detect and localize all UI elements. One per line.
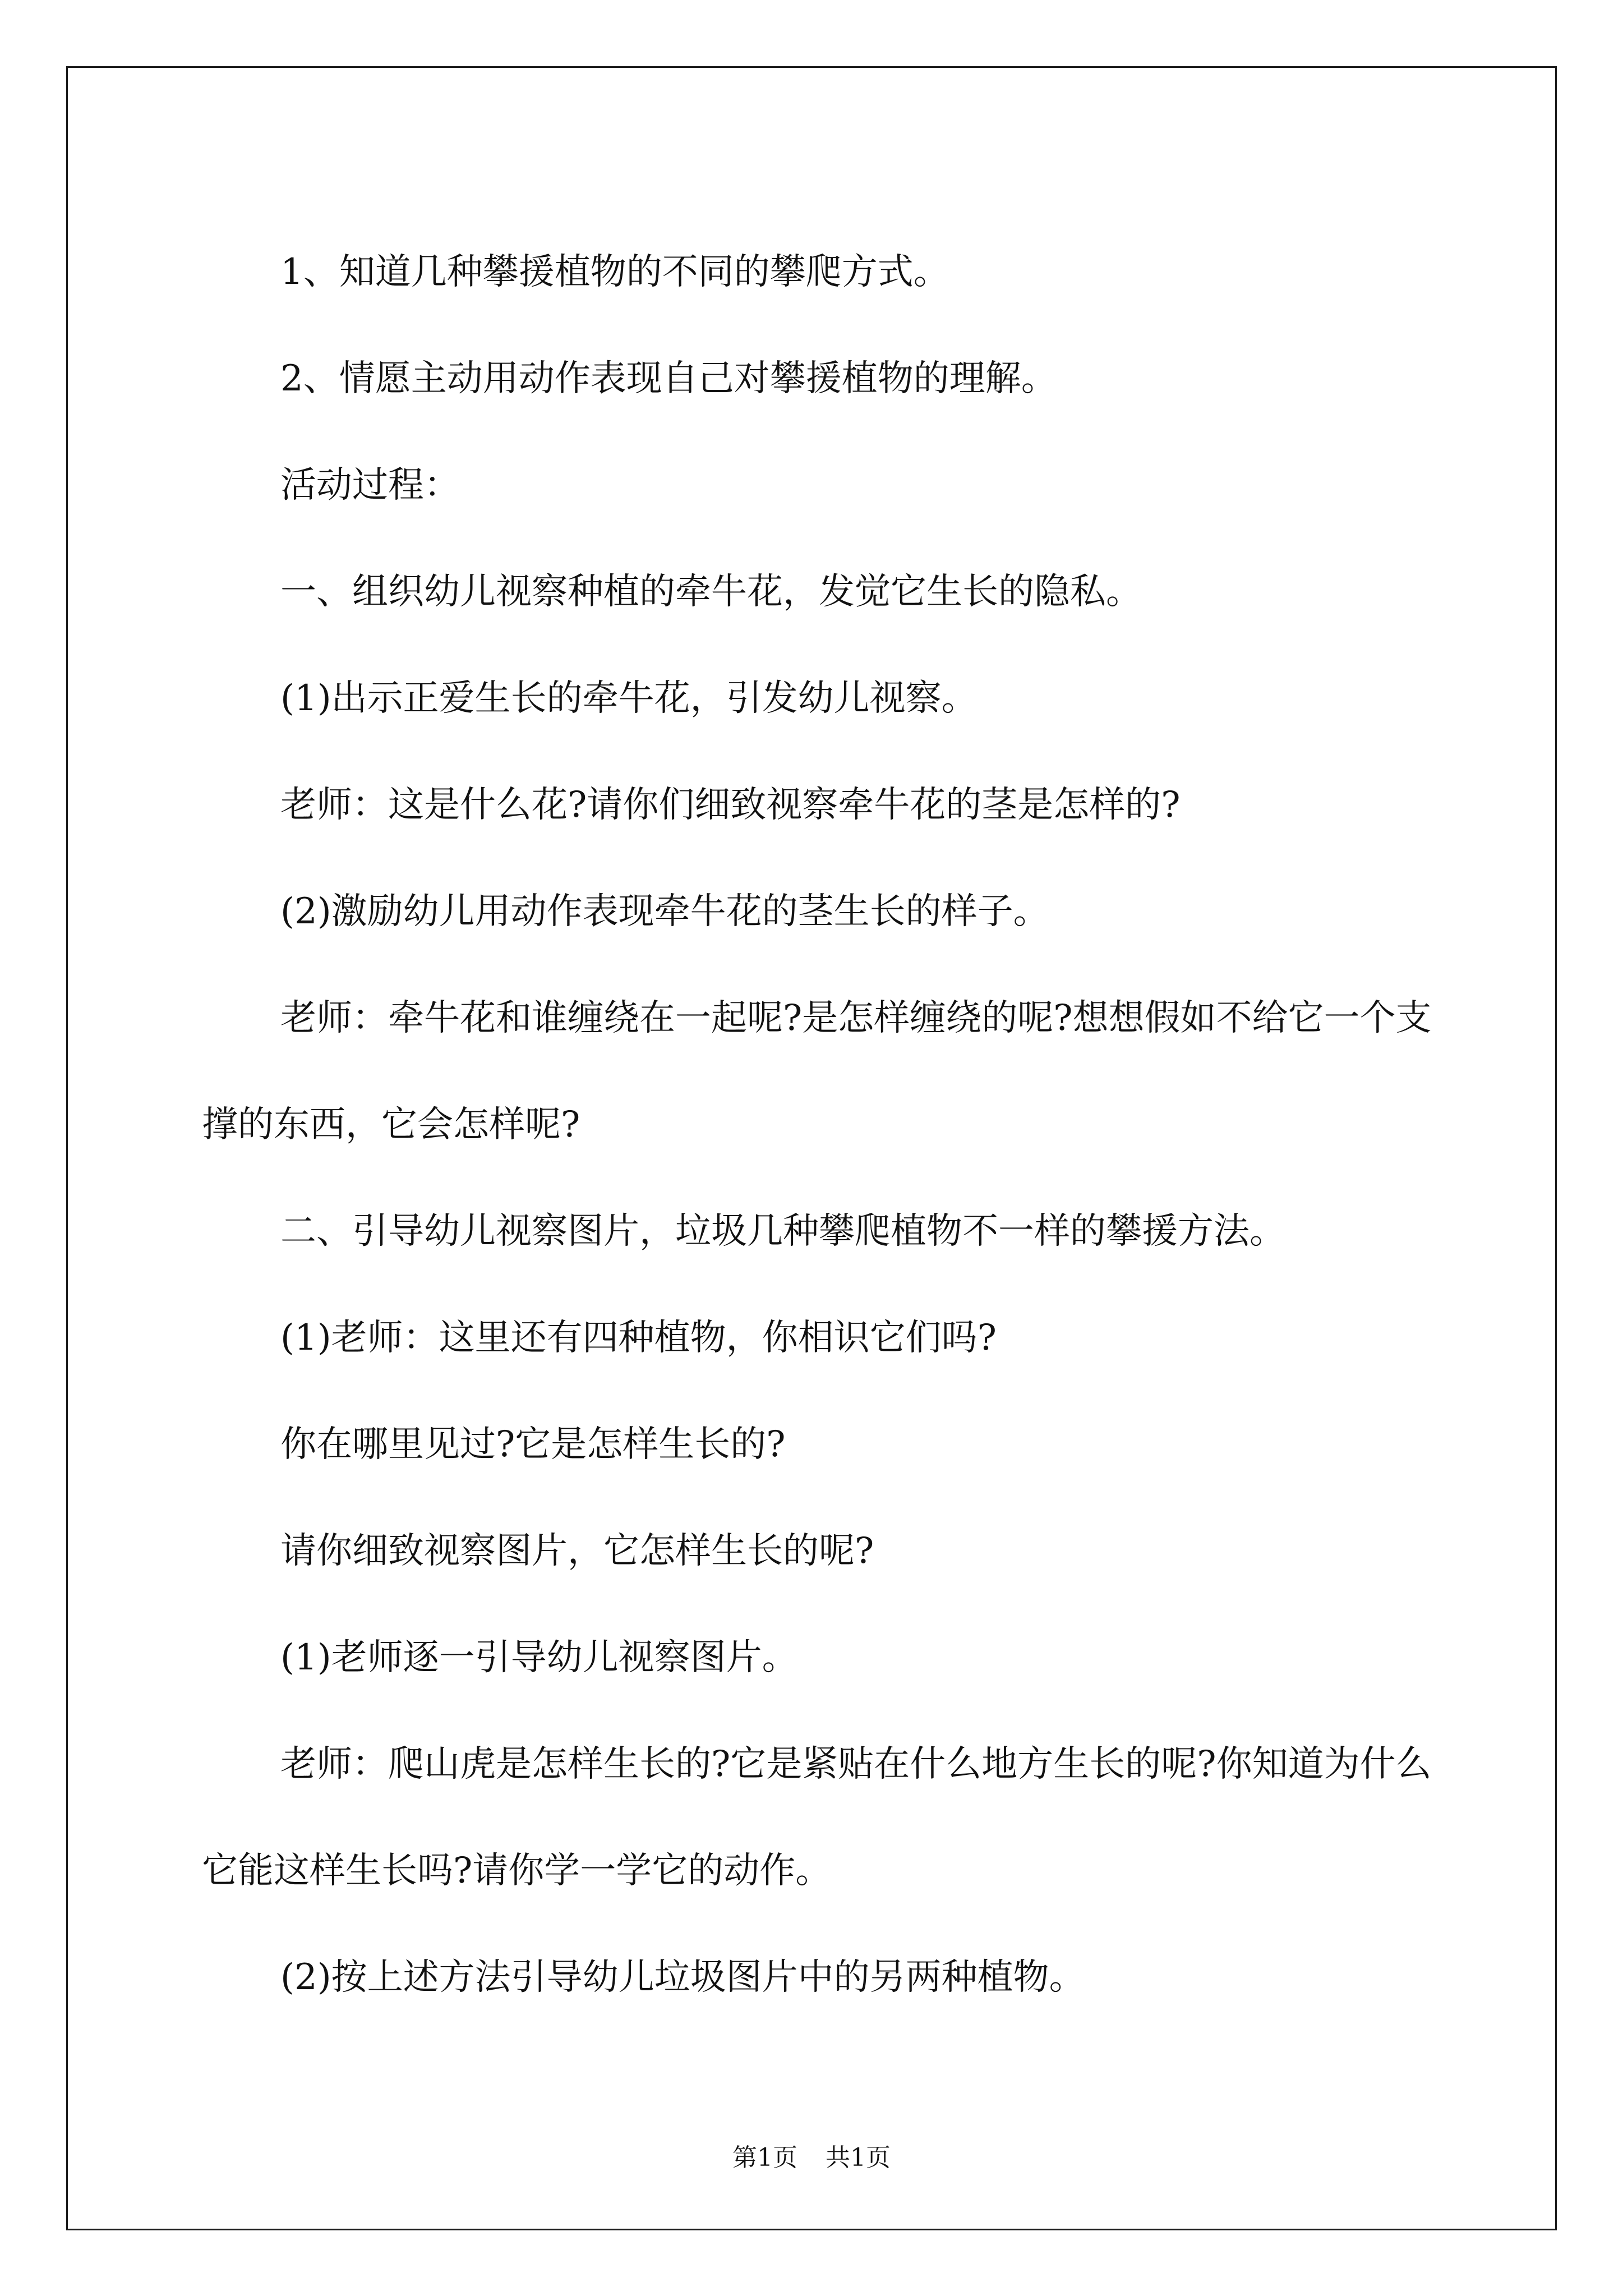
paragraph-step-two-1: (1)老师：这里还有四种植物，你相识它们吗? <box>280 1317 997 1359</box>
paragraph-step-two: 二、引导幼儿视察图片，垃圾几种攀爬植物不一样的攀援方法。 <box>280 1211 1285 1252</box>
document-body <box>202 219 1436 2031</box>
paragraph-step-one-1: (1)出示正爱生长的牵牛花，引发幼儿视察。 <box>280 678 978 719</box>
paragraph-teacher-question-3: 老师：爬山虎是怎样生长的?它是紧贴在什么地方生长的呢?你知道为什么它能这样生长吗?请你学一学它的动作。 <box>202 1743 1432 1892</box>
paragraph-goal-2: 2、情愿主动用动作表现自己对攀援植物的理解。 <box>280 358 1057 399</box>
paragraph-step-one: 一、组织幼儿视察种植的牵牛花，发觉它生长的隐私。 <box>280 571 1142 613</box>
paragraph-process-heading: 活动过程： <box>280 464 460 506</box>
paragraph-step-two-2: (2)按上述方法引导幼儿垃圾图片中的另两种植物。 <box>280 1957 1085 1998</box>
paragraph-goal-1: 1、知道几种攀援植物的不同的攀爬方式。 <box>280 251 949 293</box>
page-footer <box>0 2137 1623 2173</box>
paragraph-question-where: 你在哪里见过?它是怎样生长的? <box>280 1424 786 1465</box>
paragraph-step-one-2: (2)激励幼儿用动作表现牵牛花的茎生长的样子。 <box>280 891 1049 932</box>
paragraph-teacher-question-1: 老师：这是什么花?请你们细致视察牵牛花的茎是怎样的? <box>280 784 1181 826</box>
page-number-current: 第1页 <box>732 2143 797 2172</box>
paragraph-teacher-question-2: 老师：牵牛花和谁缠绕在一起呢?是怎样缠绕的呢?想想假如不给它一个支撑的东西，它会怎样呢? <box>202 997 1432 1145</box>
page-number-total: 共1页 <box>826 2143 891 2172</box>
paragraph-step-two-guide: (1)老师逐一引导幼儿视察图片。 <box>280 1637 798 1678</box>
paragraph-question-observe: 请你细致视察图片，它怎样生长的呢? <box>280 1530 874 1572</box>
